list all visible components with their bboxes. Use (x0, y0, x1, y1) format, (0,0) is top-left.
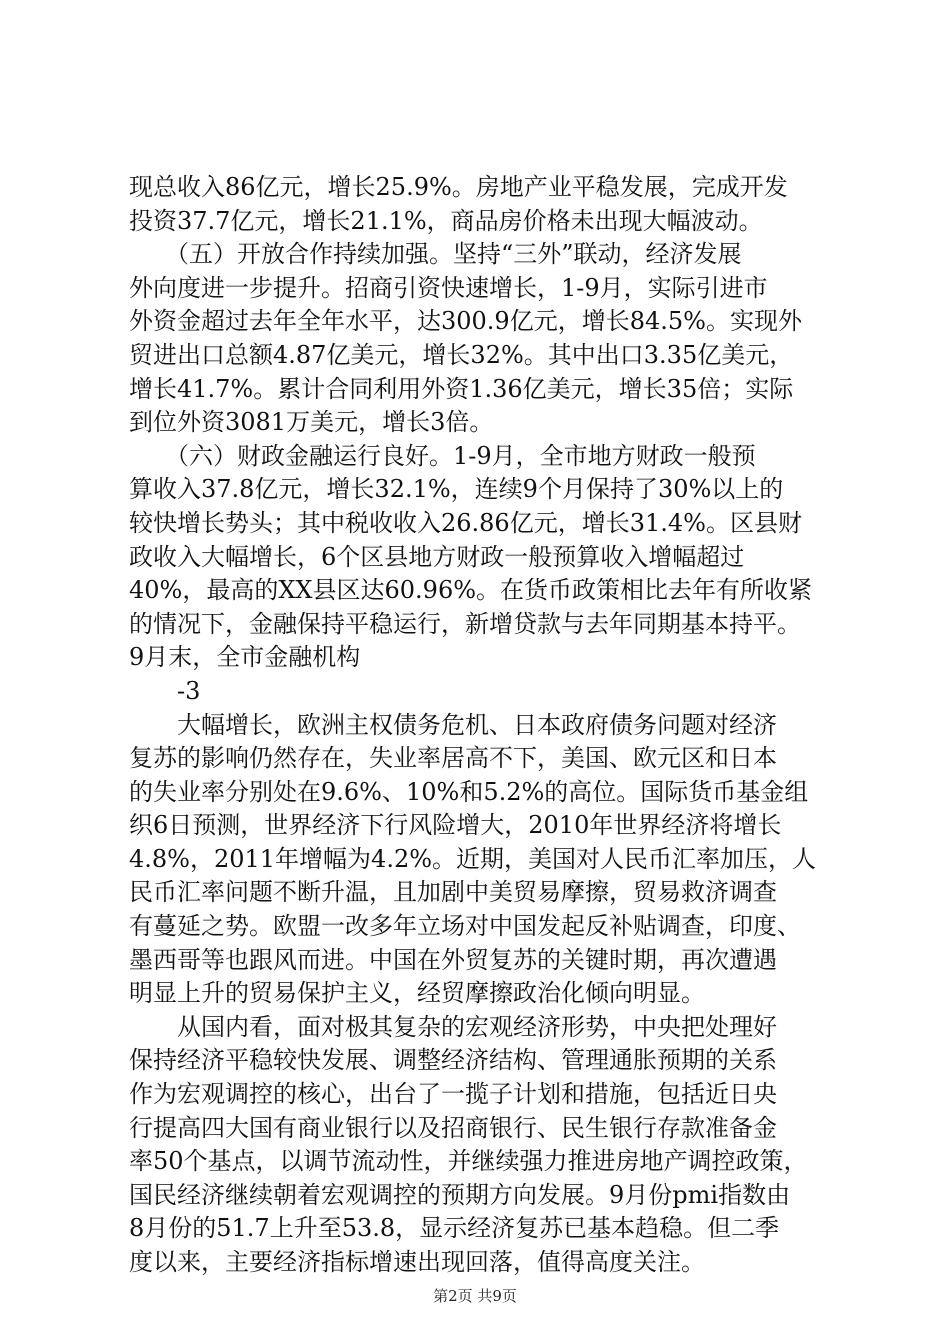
text-line: 外向度进一步提升。招商引资快速增长，1-9月，实际引进市 (129, 273, 768, 302)
text-line: 度以来，主要经济指标增速出现回落，值得高度关注。 (129, 1248, 705, 1276)
text-line: 行提高四大国有商业银行以及招商银行、民生银行存款准备金 (129, 1113, 777, 1142)
text-line: 国民经济继续朝着宏观调控的预期方向发展。9月份pmi指数由 (129, 1180, 791, 1209)
text-line: 民币汇率问题不断升温，且加剧中美贸易摩擦，贸易救济调查 (129, 878, 777, 907)
text-line: 投资37.7亿元，增长21.1%，商品房价格未出现大幅波动。 (129, 206, 763, 235)
text-line: -3 (129, 676, 201, 705)
text-line: 大幅增长，欧洲主权债务危机、日本政府债务问题对经济 (129, 710, 777, 739)
text-line: 40%，最高的XX县区达60.96%。在货币政策相比去年有所收紧 (129, 576, 813, 605)
text-line: 现总收入86亿元，增长25.9%。房地产业平稳发展，完成开发 (129, 173, 788, 201)
text-line: （六）财政金融运行良好。1-9月，全市地方财政一般预 (129, 441, 756, 470)
text-line: 贸进出口总额4.87亿美元，增长32%。其中出口3.35亿美元， (129, 340, 794, 369)
text-line: 有蔓延之势。欧盟一改多年立场对中国发起反补贴调查，印度、 (129, 912, 801, 941)
text-line: 9月末，全市金融机构 (129, 643, 361, 672)
text-line: 到位外资3081万美元，增长3倍。 (129, 408, 494, 437)
body-text (129, 171, 835, 1280)
text-line: 政收入大幅增长，6个区县地方财政一般预算收入增幅超过 (129, 542, 745, 571)
text-line: 保持经济平稳较快发展、调整经济结构、管理通胀预期的关系 (129, 1046, 777, 1075)
text-line: 明显上升的贸易保护主义，经贸摩擦政治化倾向明显。 (129, 979, 705, 1008)
text-line: 8月份的51.7上升至53.8，显示经济复苏已基本趋稳。但二季 (129, 1214, 780, 1243)
text-line: 织6日预测，世界经济下行风险增大，2010年世界经济将增长 (129, 811, 782, 840)
text-line: 从国内看，面对极其复杂的宏观经济形势，中央把处理好 (129, 1012, 777, 1041)
text-line: 复苏的影响仍然存在，失业率居高不下，美国、欧元区和日本 (129, 744, 777, 773)
text-line: 率50个基点，以调节流动性，并继续强力推进房地产调控政策， (129, 1147, 808, 1176)
text-line: 算收入37.8亿元，增长32.1%，连续9个月保持了30%以上的 (129, 475, 784, 504)
text-line: 墨西哥等也跟风而进。中国在外贸复苏的关键时期，再次遭遇 (129, 945, 777, 974)
text-line: （五）开放合作持续加强。坚持“三外”联动，经济发展 (129, 240, 742, 269)
page-footer: 第2页 共9页 (433, 1287, 517, 1305)
text-line: 外资金超过去年全年水平，达300.9亿元，增长84.5%。实现外 (129, 307, 802, 336)
text-line: 作为宏观调控的核心，出台了一揽子计划和措施，包括近日央 (129, 1080, 777, 1109)
text-line: 增长41.7%。累计合同利用外资1.36亿美元，增长35倍；实际 (129, 374, 794, 403)
text-line: 4.8%，2011年增幅为4.2%。近期，美国对人民币汇率加压，人 (129, 844, 817, 873)
text-line: 的情况下，金融保持平稳运行，新增贷款与去年同期基本持平。 (129, 609, 801, 638)
text-line: 较快增长势头；其中税收收入26.86亿元，增长31.4%。区县财 (129, 508, 802, 537)
text-line: 的失业率分别处在9.6%、10%和5.2%的高位。国际货币基金组 (129, 777, 809, 806)
